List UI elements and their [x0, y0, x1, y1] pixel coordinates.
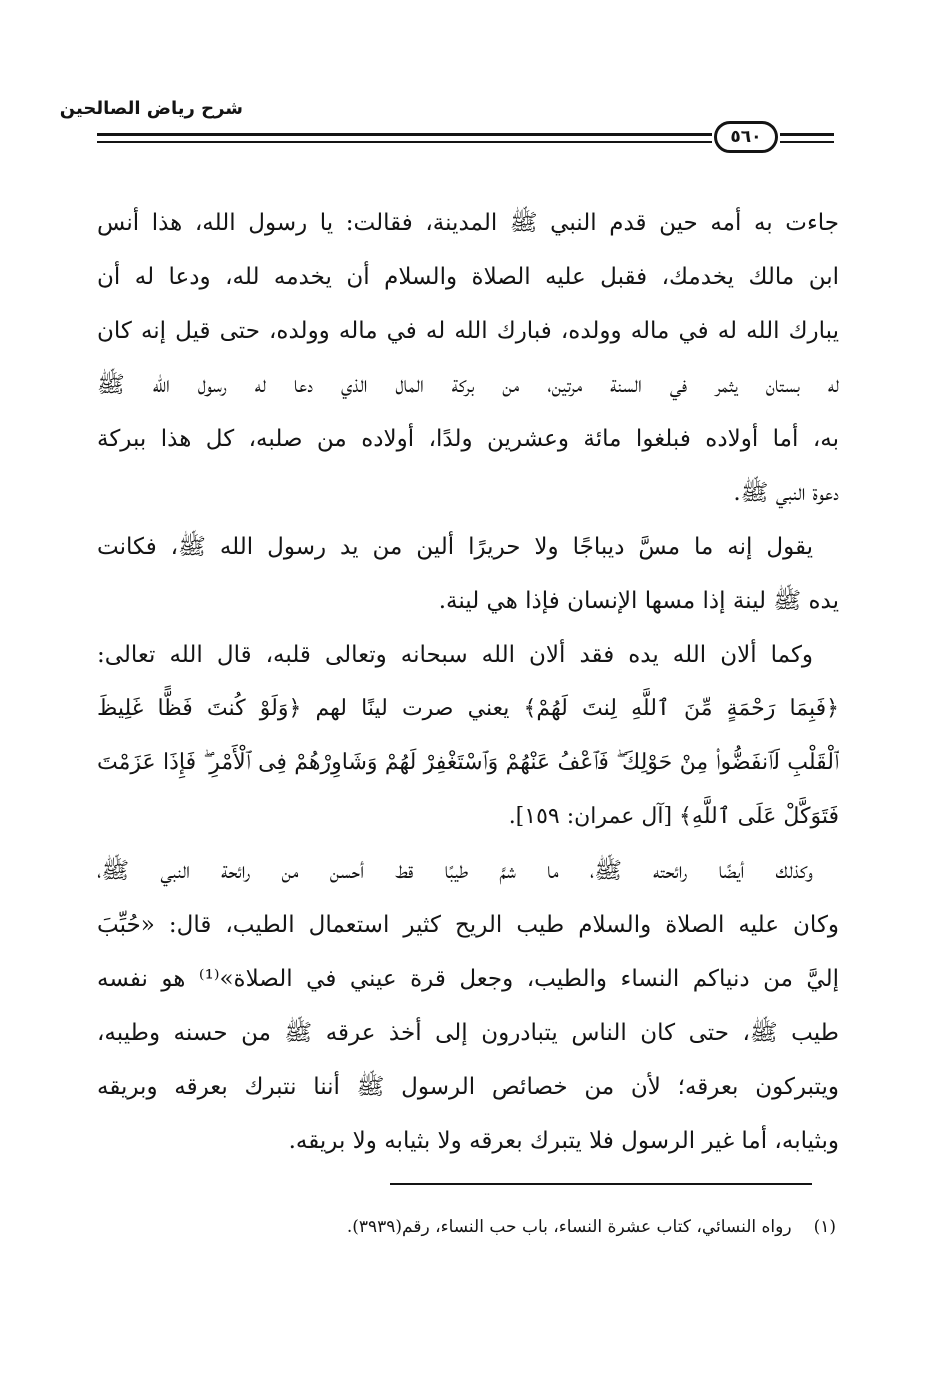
- text-line: ابن مالك يخدمك، فقبل عليه الصلاة والسلام أن يخدمه لله، ودعا له أن: [97, 264, 839, 290]
- text-line: وكما ألان الله يده فقد ألان الله سبحانه وتعالى قلبه، قال الله تعالى:: [97, 642, 813, 668]
- quran-line: ﴿فَبِمَا رَحْمَةٍ مِّنَ ٱللَّهِ لِنتَ لَهُمْ﴾ يعني صرت لينًا لهم ﴿وَلَوْ كُنتَ فَظًّا غَلِيظَ: [97, 696, 839, 721]
- quran-line: فَتَوَكَّلْ عَلَى ٱللَّهِ﴾ [آل عمران: ١٥٩].: [508, 804, 839, 829]
- header-rule-end: [780, 133, 834, 143]
- text-line: له بستان يثمر في السنة مرتين، من بركة المال الذي دعا له رسول الله ﷺ: [97, 372, 839, 398]
- text-line: ويتبركون بعرقه؛ لأن من خصائص الرسول ﷺ أننا نتبرك بعرقه وبريقه: [97, 1074, 839, 1100]
- text-line: إليَّ من دنياكم النساء والطيب، وجعل قرة عيني في الصلاة»⁽¹⁾ هو نفسه: [97, 966, 839, 992]
- text-line: وكذلك أيضًا رائحته ﷺ، ما شمَّ طيبًا قط أحسن من رائحة النبي ﷺ،: [97, 858, 813, 884]
- body-text: [97, 196, 839, 1168]
- page-number-badge: [714, 121, 778, 153]
- text-line: يقول إنه ما مسَّ ديباجًا ولا حريرًا ألين من يد رسول الله ﷺ، فكانت: [97, 534, 813, 560]
- footnote: [200, 1217, 836, 1237]
- footnote-number: (١): [813, 1217, 836, 1237]
- text-line: يبارك الله له في ماله وولده، فبارك الله له في ماله وولده، حتى قيل إنه كان: [97, 318, 839, 344]
- text-line: جاءت به أمه حين قدم النبي ﷺ المدينة، فقالت: يا رسول الله، هذا أنس: [97, 210, 839, 236]
- page-header: [0, 96, 949, 156]
- text-line: به، أما أولاده فبلغوا مائة وعشرين ولدًا، أولاده من صلبه، كل هذا ببركة: [97, 426, 839, 452]
- book-title: شرح رياض الصالحين: [59, 98, 243, 119]
- header-rule: [97, 133, 712, 143]
- text-line: وكان عليه الصلاة والسلام طيب الريح كثير استعمال الطيب، قال: «حُبِّبَ: [97, 912, 839, 938]
- quran-line: ٱلْقَلْبِ لَٱنفَضُّوا۟ مِنْ حَوْلِكَ ۖ فَٱعْفُ عَنْهُمْ وَٱسْتَغْفِرْ لَهُمْ وَشَاوِرْهُمْ فِى ٱلْأَمْرِ ۖ فَإِذَا عَزَمْتَ: [97, 750, 839, 775]
- text-line: وبثيابه، أما غير الرسول فلا يتبرك بعرقه ولا بثيابه ولا بريقه.: [288, 1128, 839, 1154]
- text-line: دعوة النبي ﷺ.: [733, 480, 839, 506]
- footnote-rule: [390, 1183, 812, 1185]
- text-line: طيب ﷺ، حتى كان الناس يتبادرون إلى أخذ عرقه ﷺ من حسنه وطيبه،: [97, 1020, 839, 1046]
- text-line: يده ﷺ لينة إذا مسها الإنسان فإذا هي لينة.: [438, 588, 839, 614]
- footnote-text: رواه النسائي، كتاب عشرة النساء، باب حب النساء، رقم(٣٩٣٩).: [346, 1217, 792, 1237]
- page-number: ٥٦٠: [730, 127, 762, 147]
